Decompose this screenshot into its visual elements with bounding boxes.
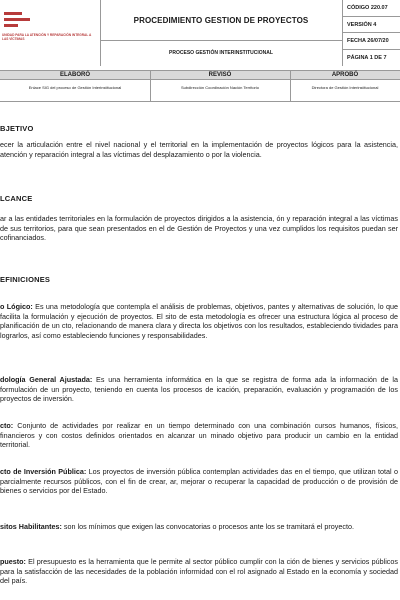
definition-text: Conjunto de actividades por realizar en un tiempo determinado con una combinación cursos humanos, físicos, financieros y con costos definidos orientados en alcanzar un minado objetivo para producir un cambio en la entidad territorial. bbox=[0, 421, 398, 450]
document-title: PROCEDIMIENTO GESTION DE PROYECTOS bbox=[133, 15, 309, 25]
title-cell bbox=[100, 0, 342, 41]
approval-header-elaboro: ELABORÓ bbox=[60, 72, 90, 78]
approval-table bbox=[0, 70, 400, 110]
meta-cell bbox=[342, 0, 400, 66]
section-title-definiciones: EFINICIONES bbox=[0, 275, 51, 284]
document-header bbox=[0, 0, 400, 66]
definition-paragraph bbox=[0, 557, 398, 586]
document-subtitle: PROCESO GESTIÓN INTERINSTITUCIONAL bbox=[169, 50, 273, 56]
definition-term: dología General Ajustada: bbox=[0, 375, 93, 384]
definition-paragraph bbox=[0, 302, 398, 340]
definition-paragraph bbox=[0, 421, 398, 450]
section-text-alcance: ar a las entidades territoriales en la formulación de proyectos dirigidos a la asistencia, ón y reparación integral a las víctimas de sus territorios, para que sean presentados en el de Gestión de Proyectos y una vez cumplidos los requisitos puedan ser cofinanciados. bbox=[0, 214, 398, 243]
logo-cell bbox=[0, 0, 101, 66]
approval-value-reviso: Subdirección Coordinación Nación Territorio bbox=[181, 85, 259, 90]
definition-term: sitos Habilitantes: bbox=[0, 522, 62, 531]
approval-divider bbox=[290, 70, 291, 102]
definition-term: o Lógico: bbox=[0, 302, 33, 311]
definition-term: puesto: bbox=[0, 557, 26, 566]
definition-text: Es una herramienta informática en la que se registra de forma ada la información de la formulación de un proyecto, teniendo en cuenta los procesos de icación, preparación, evaluación y programación de los proyectos de inversión. bbox=[0, 375, 399, 404]
definition-paragraph bbox=[0, 522, 398, 532]
definition-term: cto: bbox=[0, 421, 14, 430]
document-date: FECHA 26/07/20 bbox=[343, 33, 400, 50]
approval-header-aprobo: APROBÓ bbox=[331, 72, 359, 78]
subtitle-cell bbox=[100, 40, 342, 66]
approval-header-row bbox=[0, 70, 400, 80]
definition-text: Es una metodología que contempla el análisis de problemas, objetivos, pantes y alternativas de solución, lo que facilita la formulación y ejecución de proyectos. El sito de esta metodología es ofrecer una estructura lógica al proceso de planificación de un cto, relacionando de manera clara y directa los objetivos con los resultados, estableciendo tividades para lograrlos, así como estableciendo funciones y responsabilidades. bbox=[0, 302, 398, 340]
definition-text: son los mínimos que exigen las convocatorias o procesos ante los se tramitará el proyecto. bbox=[61, 522, 354, 531]
approval-values-row bbox=[0, 80, 400, 102]
definition-term: cto de Inversión Pública: bbox=[0, 467, 87, 476]
approval-divider bbox=[150, 70, 151, 102]
section-title-objetivo: BJETIVO bbox=[0, 124, 34, 133]
document-code: CÓDIGO 220.07 bbox=[343, 0, 400, 17]
section-text-objetivo: ecer la articulación entre el nivel nacional y el territorial en la implementación de proyectos lógicos para la asistencia, atención y reparación integral a las víctimas del desplazamiento o por la violencia. bbox=[0, 140, 398, 159]
logo-text: UNIDAD PARA LA ATENCIÓN Y REPARACIÓN INTEGRAL A LAS VÍCTIMAS bbox=[2, 33, 92, 41]
definition-paragraph bbox=[0, 467, 398, 496]
approval-value-aprobo: Directora de Gestión Interinstitucional bbox=[311, 85, 379, 90]
approval-value-elaboro: Enlace SIG del proceso de Gestión Interinstitucional bbox=[28, 85, 122, 90]
document-page-number: PÁGINA 1 DE 7 bbox=[347, 54, 387, 61]
document-version: VERSIÓN 4 bbox=[343, 17, 400, 34]
definition-paragraph bbox=[0, 375, 398, 404]
section-title-alcance: LCANCE bbox=[0, 194, 33, 203]
definition-text: Los proyectos de inversión pública contemplan actividades das en el tiempo, que utilizan total o parcialmente recursos públicos, con el fin de crear, ar, mejorar o recuperar la capacidad de producción o de provisión de bienes o servicios por del Estado. bbox=[0, 467, 398, 496]
definition-text: El presupuesto es la herramienta que le permite al sector público cumplir con la ción de bienes y servicios públicos para la satisfacción de las necesidades de la población informidad con el rol asignado al Estado en la economía y sociedad del país. bbox=[0, 557, 398, 586]
logo-graphic bbox=[4, 8, 44, 30]
approval-header-reviso: REVISÓ bbox=[208, 72, 232, 78]
